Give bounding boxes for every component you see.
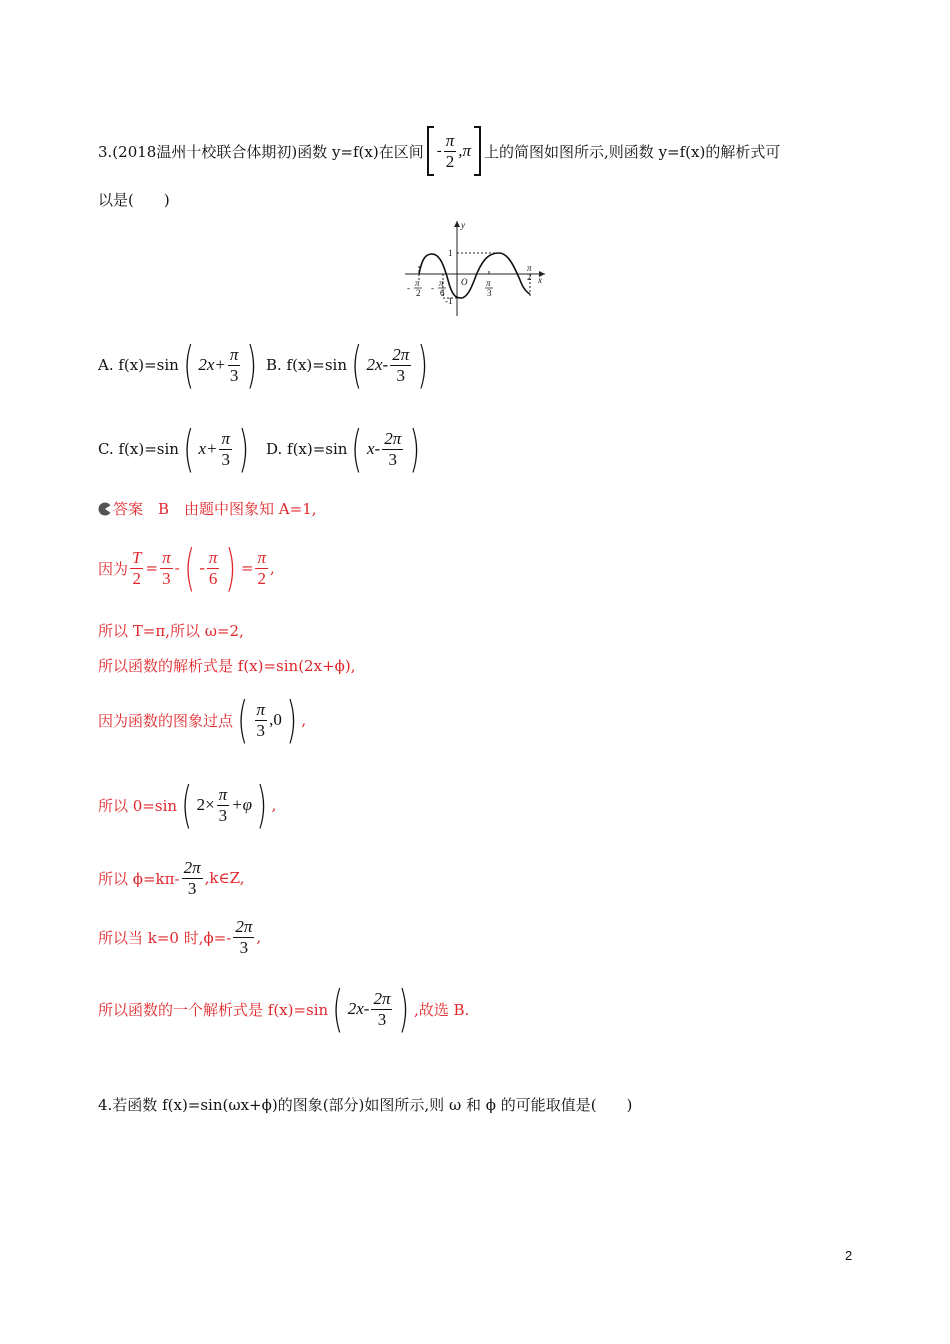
pi3-den: 3: [487, 288, 492, 298]
q3-suffix: 上的简图如图所示,则函数 y=f(x)的解析式可: [484, 142, 781, 161]
answer-line3: 所以 T=π,所以 ω=2,: [98, 622, 244, 640]
y-label: y: [461, 220, 465, 230]
paren-close: ): [246, 336, 258, 394]
option-c: C. f(x)=sin ( x+ $\frac{\pi}{3}$ ): [98, 420, 250, 478]
neg-pi2-den: 2: [416, 288, 421, 298]
answer-line9: 所以函数的一个解析式是 f(x)=sin ( 2x- $\frac{2\pi}{3}$ ) ,故选 B.: [98, 980, 470, 1038]
interval-end: ,π: [458, 141, 472, 160]
q4-text: 4.若函数 f(x)=sin(ωx+ϕ)的图象(部分)如图所示,则 ω 和 ϕ 的可能取值是( ): [98, 1096, 633, 1114]
neg-pi2-num: π: [415, 278, 420, 288]
answer-head: 答案 B 由题中图象知 A=1,: [98, 498, 317, 519]
origin-label: O: [461, 277, 468, 287]
page-number: 2: [845, 1248, 853, 1263]
y-arrow: [454, 221, 460, 227]
neg-pi6-den: 6: [440, 288, 445, 298]
q3-prefix: 3.(2018温州十校联合体期初)函数 y=f(x)在区间: [98, 142, 424, 161]
answer-line8: 所以当 k=0 时,ϕ=- $\frac{2\pi}{3}$ ,: [98, 916, 262, 957]
paren-open: (: [183, 336, 194, 394]
option-a: A. f(x)=sin ( 2x+ $\frac{\pi}{3}$ ): [98, 336, 258, 394]
q3-line1: [98, 127, 780, 175]
right-bracket: [474, 126, 481, 176]
neg-one-label: -1: [445, 296, 453, 306]
pi3-num: π: [486, 278, 491, 288]
left-bracket: [427, 126, 434, 176]
answer-line4: 所以函数的解析式是 f(x)=sin(2x+ϕ),: [98, 657, 356, 675]
x-label: x: [538, 275, 542, 285]
answer-line5: 因为函数的图象过点 ( $\frac{\pi}{3}$ ,0 ) ,: [98, 691, 307, 749]
q3-line2: 以是( ): [98, 191, 170, 209]
answer-line2: 因为 $\frac{T}{2}$ = $\frac{\pi}{3}$ - ( - $\frac{\pi}{6}$ ) = $\frac{\pi}{2}$ ,: [98, 539, 275, 597]
neg-pi6-num: π: [439, 278, 444, 288]
interval-fraction: $\frac{\pi}{2}$: [445, 130, 455, 171]
sine-graph: [400, 216, 550, 322]
pi-label-top: π: [527, 263, 532, 273]
answer-line6: 所以 0=sin ( 2× $\frac{\pi}{3}$ +φ ) ,: [98, 776, 277, 834]
one-label: 1: [448, 248, 453, 258]
answer-line7: 所以 ϕ=kπ- $\frac{2\pi}{3}$ ,k∈Z,: [98, 857, 245, 898]
interval-minus: -: [436, 142, 442, 159]
pi-label-den: 2: [527, 272, 532, 282]
option-d: D. f(x)=sin ( x- $\frac{2\pi}{3}$ ): [266, 420, 421, 478]
neg-pi2-minus: -: [407, 283, 410, 293]
answer-icon: [98, 502, 112, 516]
sine-curve: [419, 253, 530, 298]
option-b: B. f(x)=sin ( 2x- $\frac{2\pi}{3}$ ): [266, 336, 429, 394]
neg-pi6-minus: -: [431, 283, 434, 293]
